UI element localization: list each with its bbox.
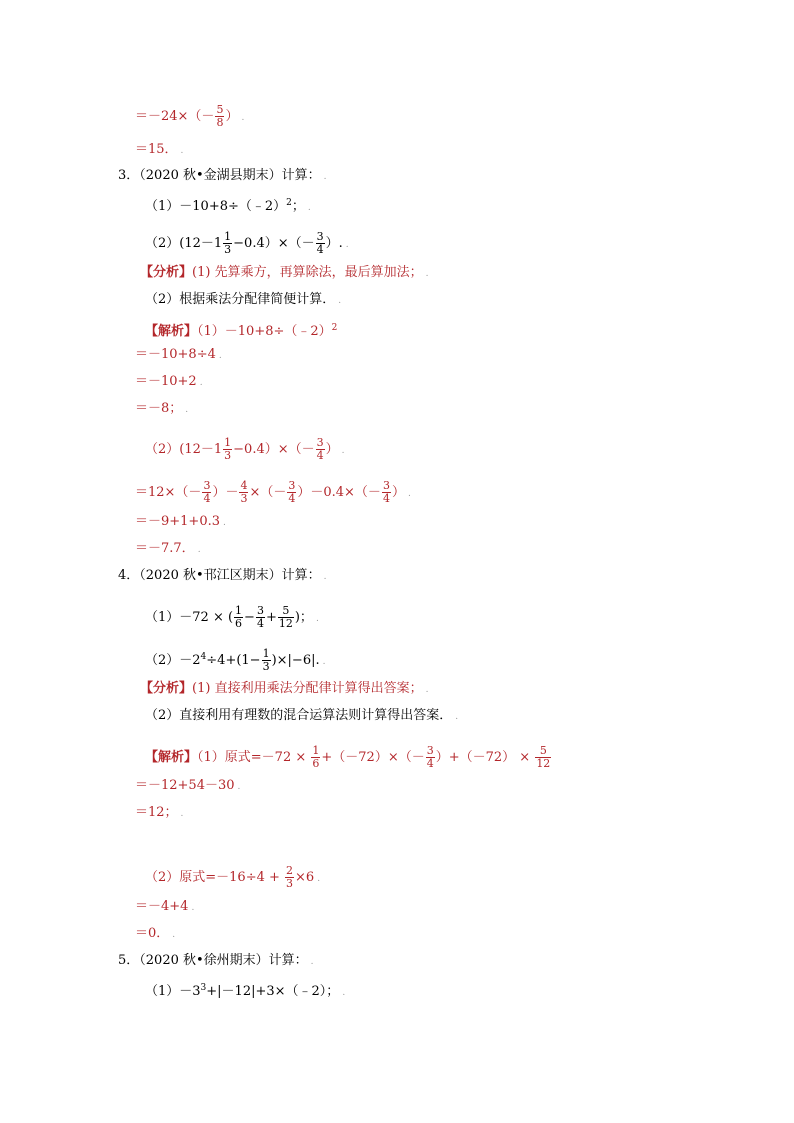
fraction-denominator: 4: [426, 757, 434, 770]
fraction: [426, 745, 435, 770]
fraction-numerator: 3: [203, 479, 211, 492]
fraction: [316, 437, 325, 462]
section-tag: 【解析】: [145, 750, 198, 765]
fraction-denominator: 8: [216, 116, 224, 129]
exponent: 2: [286, 198, 292, 208]
fraction-numerator: 5: [282, 604, 290, 617]
text-run: ）: [225, 109, 239, 124]
text-run: ＝－10+2: [135, 374, 197, 389]
text-line-l15: [135, 541, 201, 558]
fraction: [278, 605, 294, 630]
fraction-denominator: 4: [288, 492, 296, 505]
fraction-denominator: 3: [286, 877, 294, 890]
fraction-numerator: 1: [312, 744, 320, 757]
paragraph-mark-icon: .: [310, 957, 314, 967]
fraction-denominator: 3: [224, 449, 232, 462]
fraction-denominator: 4: [203, 492, 211, 505]
fraction-denominator: 6: [312, 757, 320, 770]
fraction-numerator: 1: [224, 230, 232, 243]
fraction: [202, 480, 211, 505]
text-run: ×（－: [249, 485, 287, 500]
text-line-l23: [135, 805, 183, 822]
text-line-l8: [145, 320, 337, 340]
paragraph-mark-icon: .: [315, 614, 319, 624]
text-run: ）+（－72） ×: [435, 750, 535, 765]
section-tag: 【解析】: [145, 324, 198, 339]
text-run: 4．（2020 秋•邗江区期末）计算：: [118, 568, 321, 583]
fraction-denominator: 3: [262, 660, 270, 673]
paragraph-mark-icon: .: [180, 146, 184, 156]
fraction-denominator: 4: [256, 617, 264, 630]
fraction-numerator: 1: [235, 604, 243, 617]
fraction: [311, 745, 320, 770]
paragraph-mark-icon: .: [407, 489, 411, 499]
paragraph-mark-icon: .: [323, 572, 327, 582]
text-run: ×6: [295, 870, 315, 885]
text-line-l6: [140, 265, 428, 282]
text-line-l12: [145, 437, 345, 462]
text-run: ）－0.4×（－: [297, 485, 381, 500]
fraction: [316, 231, 325, 256]
text-run: +: [265, 610, 277, 625]
paragraph-mark-icon: .: [223, 518, 226, 528]
text-run: ÷4+(1−: [206, 653, 261, 668]
fraction-numerator: 3: [316, 230, 324, 243]
text-run: ＝12；: [135, 805, 178, 820]
fraction: [285, 865, 294, 890]
text-line-l13: [135, 480, 411, 505]
text-run: （1）－3: [145, 984, 201, 999]
paragraph-mark-icon: .: [345, 240, 349, 250]
text-line-l3: [118, 168, 327, 185]
text-line-l20: [145, 708, 458, 725]
fraction-denominator: 12: [278, 617, 293, 630]
fraction-numerator: 3: [316, 436, 324, 449]
text-run: （1）－10+8÷（﹣2）: [145, 199, 287, 214]
paragraph-mark-icon: .: [199, 378, 203, 388]
text-run: ）: [325, 442, 339, 457]
text-run: )×|−6|.: [271, 653, 320, 668]
text-run: ）－: [212, 485, 239, 500]
fraction-denominator: 4: [316, 449, 324, 462]
section-tag: 【分析】: [140, 265, 193, 280]
text-line-l27: [118, 953, 314, 970]
text-line-l11: [135, 401, 188, 418]
text-run: ＝－24×（－: [135, 109, 215, 124]
fraction-numerator: 3: [256, 604, 264, 617]
text-run: ＝15．: [135, 142, 178, 157]
fraction: [239, 480, 248, 505]
fraction: [223, 437, 232, 462]
text-line-l16: [118, 568, 327, 585]
text-line-l9: [135, 347, 222, 364]
text-line-l1: [135, 104, 244, 129]
text-run: （2）根据乘法分配律简便计算．: [145, 292, 336, 307]
paragraph-mark-icon: .: [237, 782, 241, 792]
text-line-l22: [135, 778, 240, 795]
fraction: [262, 648, 271, 673]
section-tag: 【分析】: [140, 681, 193, 696]
paragraph-mark-icon: .: [241, 113, 245, 123]
text-run: −0.4）×（－: [233, 442, 315, 457]
fraction-numerator: 5: [216, 103, 224, 116]
text-line-l2: [135, 142, 183, 159]
paragraph-mark-icon: .: [425, 269, 429, 279]
fraction: [535, 745, 551, 770]
text-run: ＝－7.7．: [135, 541, 195, 556]
paragraph-mark-icon: .: [455, 712, 459, 722]
fraction: [287, 480, 296, 505]
text-line-l4: [145, 195, 311, 216]
fraction: [223, 231, 232, 256]
text-line-l25: [135, 899, 194, 916]
text-run: （2）直接利用有理数的混合运算法则计算得出答案．: [145, 708, 453, 723]
fraction-denominator: 4: [316, 243, 324, 256]
paragraph-mark-icon: .: [197, 545, 201, 555]
fraction-denominator: 6: [235, 617, 243, 630]
exponent: 2: [331, 323, 338, 333]
text-line-l21: [145, 745, 552, 770]
paragraph-mark-icon: .: [323, 172, 327, 182]
fraction-numerator: 3: [288, 479, 296, 492]
text-run: ＝－10+8÷4: [135, 347, 216, 362]
text-run: （1）－10+8÷（﹣2）: [197, 324, 332, 339]
paragraph-mark-icon: .: [425, 685, 429, 695]
text-run: 5．（2020 秋•徐州期末）计算：: [118, 953, 308, 968]
text-run: ＝－8；: [135, 401, 183, 416]
text-run: +|－12|+3×（﹣2）；: [206, 984, 340, 999]
fraction-numerator: 2: [286, 864, 294, 877]
paragraph-mark-icon: .: [307, 203, 311, 213]
text-line-l17: [145, 605, 319, 630]
text-run: ＝12×（－: [135, 485, 202, 500]
text-run: （2）－2: [145, 653, 201, 668]
paragraph-mark-icon: .: [180, 809, 184, 819]
text-line-l5: [145, 231, 349, 256]
paragraph-mark-icon: .: [322, 657, 326, 667]
text-run: ；: [291, 199, 305, 214]
paragraph-mark-icon: .: [191, 903, 195, 913]
fraction-numerator: 5: [539, 744, 547, 757]
fraction-denominator: 12: [536, 757, 551, 770]
text-run: （2）原式=－16÷4 +: [145, 870, 285, 885]
fraction-numerator: 3: [382, 479, 390, 492]
text-line-l14: [135, 514, 226, 531]
fraction-numerator: 1: [262, 647, 270, 660]
text-line-l24: [145, 865, 320, 890]
text-run: ＝0．: [135, 926, 170, 941]
paragraph-mark-icon: .: [341, 446, 345, 456]
text-run: ）.: [325, 236, 343, 251]
fraction-denominator: 3: [224, 243, 232, 256]
fraction-numerator: 1: [224, 436, 232, 449]
text-line-l26: [135, 926, 175, 943]
paragraph-mark-icon: .: [172, 930, 176, 940]
text-run: ）: [391, 485, 405, 500]
text-run: (1) 直接利用乘法分配律计算得出答案；: [192, 681, 423, 696]
text-run: ＝－12+54－30: [135, 778, 235, 793]
text-line-l19: [140, 681, 428, 698]
text-run: 3．（2020 秋•金湖县期末）计算：: [118, 168, 321, 183]
paragraph-mark-icon: .: [218, 351, 222, 361]
text-run: +（－72）×（－: [321, 750, 425, 765]
text-run: （2）(12－1: [145, 236, 223, 251]
paragraph-mark-icon: .: [342, 988, 346, 998]
exponent: 3: [200, 983, 207, 993]
text-line-l7: [145, 292, 341, 309]
text-line-l28: [145, 980, 345, 1001]
text-run: ＝－4+4: [135, 899, 189, 914]
text-run: （1）原式=－72 ×: [197, 750, 311, 765]
text-run: −: [244, 610, 255, 625]
paragraph-mark-icon: .: [185, 405, 189, 415]
paragraph-mark-icon: .: [317, 874, 321, 884]
text-run: ＝－9+1+0.3: [135, 514, 221, 529]
text-run: (1) 先算乘方，再算除法，最后算加法；: [192, 265, 423, 280]
fraction-denominator: 3: [240, 492, 248, 505]
text-line-l18: [145, 648, 325, 673]
fraction-denominator: 4: [382, 492, 390, 505]
text-run: （2）(12－1: [145, 442, 223, 457]
fraction: [256, 605, 265, 630]
text-line-l10: [135, 374, 203, 391]
text-run: −0.4）×（－: [233, 236, 315, 251]
paragraph-mark-icon: .: [338, 296, 342, 306]
fraction: [234, 605, 243, 630]
fraction-numerator: 4: [240, 479, 248, 492]
fraction: [382, 480, 391, 505]
fraction: [215, 104, 224, 129]
exponent: 4: [200, 652, 207, 662]
text-run: )；: [294, 610, 313, 625]
text-run: （1）－72 × (: [145, 610, 234, 625]
fraction-numerator: 3: [426, 744, 434, 757]
